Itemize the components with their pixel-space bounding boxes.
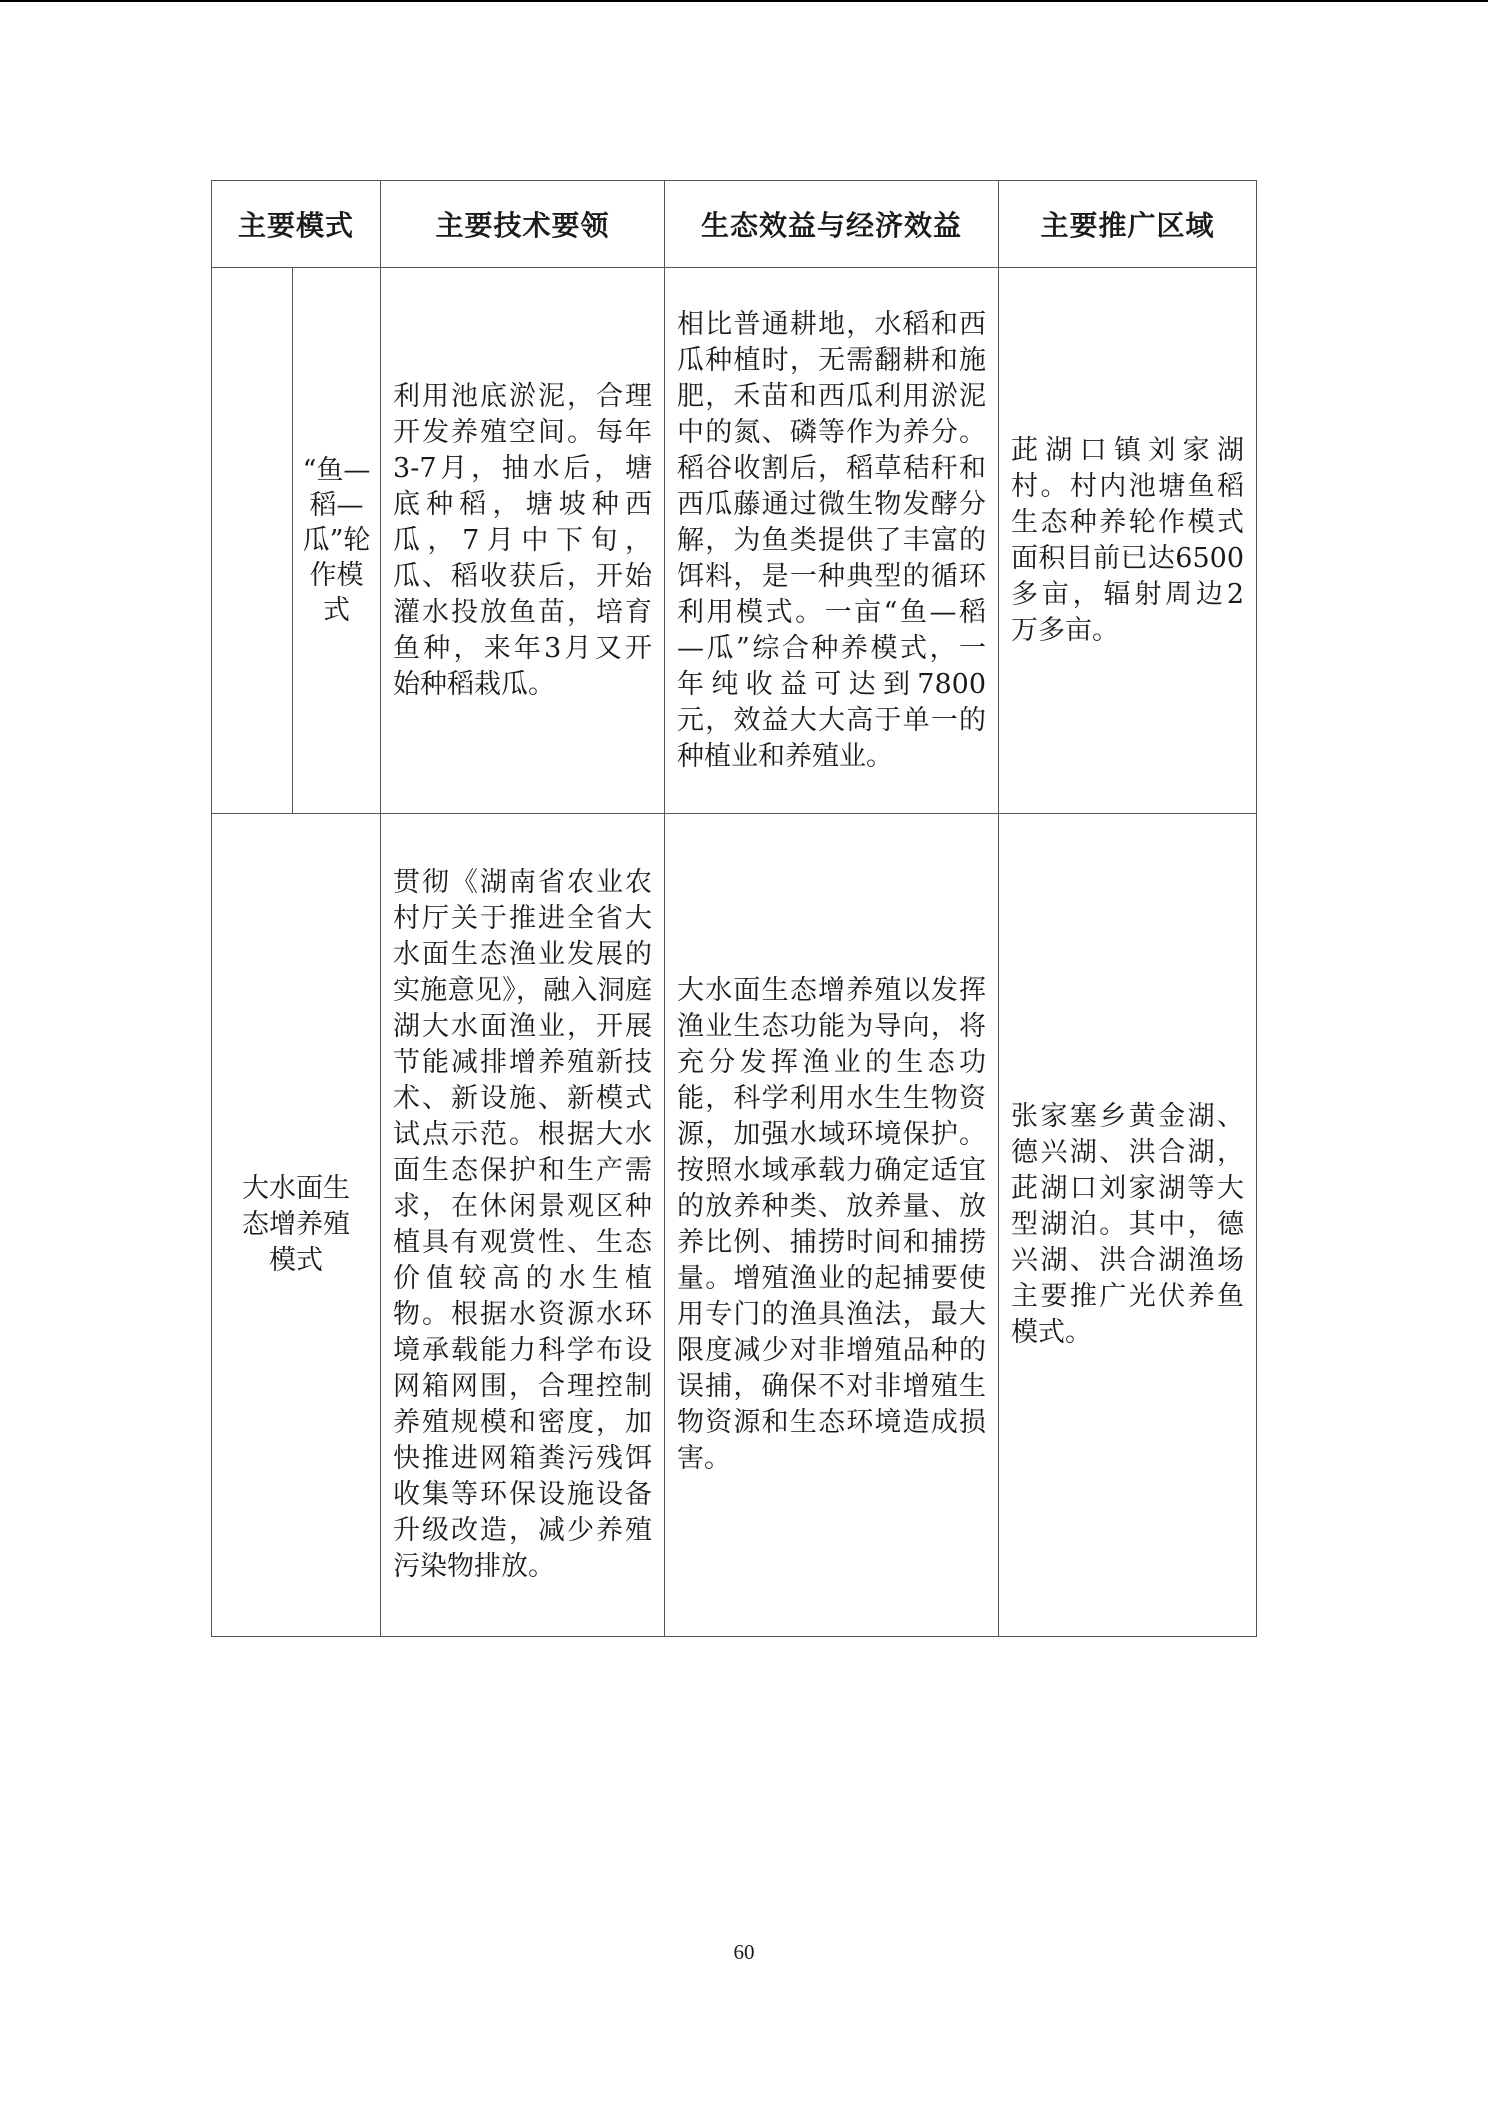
region-cell [999,268,1257,814]
header-technique: 主要技术要领 [381,181,665,268]
mode-text: 大水面生态增养殖模式 [242,1173,350,1276]
region-text: 张家塞乡黄金湖、德兴湖、洪合湖，茈湖口刘家湖等大型湖泊。其中，德兴湖、洪合湖渔场主要推广光伏养鱼模式。 [1011,1101,1245,1348]
mode-text: “鱼—稻—瓜”轮作模式 [302,455,371,626]
content-table-wrapper [211,180,1256,1636]
benefit-cell [665,268,999,814]
row-spacer-cell [212,268,293,814]
page-number: 60 [733,1940,755,1964]
top-border-line [0,0,1488,2]
benefit-cell [665,814,999,1637]
header-region: 主要推广区域 [999,181,1257,268]
mode-cell [293,268,381,814]
benefit-text: 相比普通耕地，水稻和西瓜种植时，无需翻耕和施肥，禾苗和西瓜利用淤泥中的氮、磷等作为养分。稻谷收割后，稻草秸秆和西瓜藤通过微生物发酵分解，为鱼类提供了丰富的饵料，是一种典型的循环利用模式。一亩“鱼—稻—瓜”综合种养模式，一年纯收益可达到7800元，效益大大高于单一的种植业和养殖业。 [677,308,987,772]
header-mode: 主要模式 [212,181,381,268]
benefit-text: 大水面生态增养殖以发挥渔业生态功能为导向，将充分发挥渔业的生态功能，科学利用水生生物资源，加强水域环境保护。按照水域承载力确定适宜的放养种类、放养量、放养比例、捕捞时间和捕捞量。增殖渔业的起捕要使用专门的渔具渔法，最大限度减少对非增殖品种的误捕，确保不对非增殖生物资源和生态环境造成损害。 [677,975,987,1474]
header-benefit: 生态效益与经济效益 [665,181,999,268]
table-header-row [212,181,1257,268]
technique-text: 利用池底淤泥，合理开发养殖空间。每年3-7月，抽水后，塘底种稻，塘坡种西瓜，7月中下旬，瓜、稻收获后，开始灌水投放鱼苗，培育鱼种，来年3月又开始种稻栽瓜。 [393,380,653,700]
mode-cell [212,814,381,1637]
table-row [212,268,1257,814]
technique-cell [381,814,665,1637]
table-row [212,814,1257,1637]
mode-table [211,180,1257,1637]
region-text: 茈湖口镇刘家湖村。村内池塘鱼稻生态种养轮作模式面积目前已达6500多亩，辐射周边2万多亩。 [1011,434,1245,646]
region-cell [999,814,1257,1637]
technique-text: 贯彻《湖南省农业农村厅关于推进全省大水面生态渔业发展的实施意见》，融入洞庭湖大水面渔业，开展节能减排增养殖新技术、新设施、新模式试点示范。根据大水面生态保护和生产需求，在休闲景观区种植具有观赏性、生态价值较高的水生植物。根据水资源水环境承载能力科学布设网箱网围，合理控制养殖规模和密度，加快推进网箱粪污残饵收集等环保设施设备升级改造，减少养殖污染物排放。 [393,867,653,1582]
technique-cell [381,268,665,814]
